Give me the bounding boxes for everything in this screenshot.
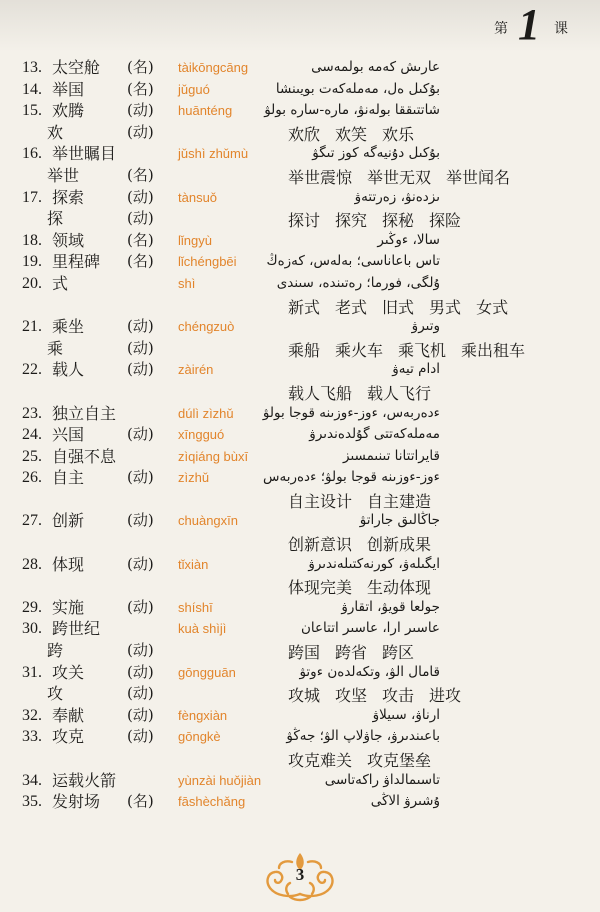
sub-entry-word: 欢 [47, 122, 64, 142]
entry-number: 18. [22, 231, 42, 249]
example-word: 举世闻名 [446, 167, 511, 187]
pinyin: tàikōngcāng [178, 60, 249, 75]
sub-entry [0, 165, 600, 187]
pinyin: lǐchéngbēi [178, 254, 237, 270]
entry-number: 35. [22, 793, 42, 811]
example-line [0, 381, 600, 403]
entry-word: 跨世纪 [52, 619, 101, 639]
vocab-entry [0, 143, 600, 165]
example-word: 攻击 [382, 686, 415, 706]
example-word: 女式 [476, 297, 509, 317]
vocab-entry [0, 316, 600, 338]
example-word: 载人飞行 [367, 383, 432, 403]
example-words [288, 683, 461, 706]
example-word: 自主建造 [367, 491, 432, 511]
vocab-entry [0, 187, 600, 209]
page-number-footer [252, 850, 348, 902]
example-word: 探究 [335, 211, 368, 231]
entry-word: 自强不息 [52, 446, 117, 466]
vocab-entry [0, 662, 600, 684]
entry-number: 14. [22, 80, 42, 98]
entry-number: 26. [22, 469, 42, 487]
vocab-entry [0, 251, 600, 273]
entry-word: 举国 [52, 79, 85, 99]
entry-number: 29. [22, 598, 42, 616]
entry-number: 27. [22, 512, 42, 530]
part-of-speech: (动) [127, 122, 154, 141]
example-word: 探秘 [382, 211, 415, 231]
lesson-header [0, 0, 600, 50]
vocab-entry [0, 791, 600, 813]
entry-word: 里程碑 [52, 252, 101, 272]
pinyin: lǐngyù [178, 232, 212, 248]
entry-word: 攻关 [52, 662, 85, 682]
vocab-entry [0, 770, 600, 792]
part-of-speech: (动) [127, 209, 154, 228]
pinyin: fèngxiàn [178, 707, 228, 723]
pinyin: zàirén [178, 362, 214, 378]
pinyin: yùnzài huǒjiàn [178, 772, 262, 788]
sub-entry-word: 探 [47, 209, 64, 229]
example-words [288, 122, 414, 145]
example-word: 举世震惊 [288, 167, 353, 187]
pinyin: kuà shìjì [178, 621, 227, 637]
example-words [288, 381, 431, 404]
vocab-entry [0, 273, 600, 295]
sub-entry [0, 122, 600, 144]
entry-number: 30. [22, 620, 42, 638]
vocab-entry [0, 705, 600, 727]
entry-number: 21. [22, 318, 42, 336]
translation: سالا، ءوڭىر [377, 231, 440, 248]
vocab-entry [0, 726, 600, 748]
entry-number: 32. [22, 706, 42, 724]
entry-word: 探索 [52, 187, 85, 207]
entry-word: 独立自主 [52, 403, 117, 423]
vocab-entry [0, 230, 600, 252]
entry-number: 34. [22, 771, 42, 789]
example-word: 乘飞机 [398, 340, 447, 360]
example-word: 攻坚 [335, 686, 368, 706]
example-words [288, 165, 510, 188]
translation: ءدەربەس، ءوز-ءوزىنە قوجا بولۋ [262, 404, 440, 421]
part-of-speech: (名) [127, 58, 154, 76]
vocab-entry [0, 510, 600, 532]
part-of-speech: (名) [127, 792, 154, 811]
example-word: 创新意识 [288, 535, 353, 555]
entry-word: 乘坐 [52, 317, 85, 337]
translation: قامال الۋ، وتكەلدەن ءوتۋ [299, 663, 440, 680]
part-of-speech: (动) [127, 187, 154, 206]
example-words [288, 640, 414, 663]
translation: عارىش كەمە بولمەسى [311, 59, 440, 75]
translation: ۇلگى، فورما؛ رەتىندە، سىندى [276, 274, 440, 291]
example-word: 乘船 [288, 340, 321, 360]
entry-number: 19. [22, 253, 42, 271]
example-word: 跨区 [382, 643, 415, 663]
translation: جاڭالىق جاراتۋ [359, 512, 440, 529]
pinyin: tànsuǒ [178, 189, 218, 205]
lesson-number: 1 [518, 0, 540, 49]
entry-word: 实施 [52, 597, 85, 617]
example-line [0, 575, 600, 597]
example-line [0, 295, 600, 317]
example-word: 探讨 [288, 211, 321, 231]
example-word: 欢笑 [335, 124, 368, 144]
entry-word: 体现 [52, 554, 85, 574]
pinyin: zìzhǔ [178, 470, 210, 486]
entry-word: 自主 [52, 468, 85, 488]
entry-number: 16. [22, 145, 42, 163]
example-word: 跨省 [335, 643, 368, 663]
entry-word: 领域 [52, 230, 85, 250]
sub-entry [0, 338, 600, 360]
entry-number: 13. [22, 59, 42, 76]
vocab-entry [0, 79, 600, 101]
entry-number: 20. [22, 274, 42, 292]
entry-word: 兴国 [52, 425, 85, 445]
translation: تاس باعاناسى؛ بەلەس، كەزەڭ [266, 253, 440, 270]
example-word: 乘火车 [335, 340, 384, 360]
entry-word: 太空舱 [52, 58, 101, 77]
example-word: 自主设计 [288, 491, 353, 511]
sub-entry-word: 举世 [47, 165, 80, 185]
sub-entry-word: 跨 [47, 641, 64, 661]
part-of-speech: (动) [127, 641, 154, 660]
page-number: 3 [295, 865, 305, 884]
vocab-entry [0, 618, 600, 640]
pinyin: fāshèchǎng [178, 794, 246, 810]
part-of-speech: (动) [127, 684, 154, 703]
sub-entry [0, 208, 600, 230]
vocab-entry [0, 359, 600, 381]
entry-word: 欢腾 [52, 101, 85, 121]
vocab-entry [0, 100, 600, 122]
sub-entry-word: 攻 [47, 684, 64, 704]
example-word: 探险 [429, 211, 462, 231]
translation: تاسىمالداۋ راكەتاسى [324, 771, 440, 788]
pinyin: dúlì zìzhǔ [178, 405, 234, 421]
lesson-suffix: 课 [554, 21, 568, 37]
entry-word: 式 [52, 273, 69, 293]
vocab-entry [0, 446, 600, 468]
pinyin: jǔguó [178, 81, 210, 97]
example-word: 生动体现 [367, 578, 432, 598]
entry-word: 奉献 [52, 705, 85, 725]
example-words [288, 748, 431, 771]
translation: عاسىر ارا، عاسىر اتتاعان [300, 620, 440, 637]
example-word: 攻克难关 [288, 751, 353, 770]
translation: ءوز-ءوزىنە قوجا بولۋ؛ ءدەربەس [262, 469, 440, 486]
sub-entry-word: 乘 [47, 338, 64, 358]
translation: مەملەكەتتى گۇلدەندىرۋ [309, 426, 440, 443]
part-of-speech: (名) [127, 252, 154, 271]
example-line [0, 532, 600, 554]
entry-number: 33. [22, 728, 42, 746]
translation: ايگىلەۋ، كورنەكتىلەندىرۋ [308, 555, 440, 572]
pinyin: shì [178, 275, 196, 291]
pinyin: gōngkè [178, 729, 221, 745]
example-words [288, 575, 431, 598]
pinyin: huānténg [178, 103, 233, 119]
part-of-speech: (动) [127, 705, 154, 724]
translation: وتىرۋ [411, 318, 440, 335]
example-word: 旧式 [382, 297, 415, 317]
example-word: 乘出租车 [461, 340, 526, 360]
part-of-speech: (动) [127, 360, 154, 379]
entry-number: 24. [22, 426, 42, 444]
entry-word: 攻克 [52, 727, 85, 747]
part-of-speech: (动) [127, 317, 154, 336]
example-line [0, 489, 600, 511]
entry-number: 22. [22, 361, 42, 379]
vocab-entry [0, 467, 600, 489]
example-words [288, 295, 508, 318]
lesson-prefix: 第 [494, 21, 508, 37]
part-of-speech: (动) [127, 597, 154, 616]
example-word: 举世无双 [367, 167, 432, 187]
part-of-speech: (名) [127, 165, 154, 184]
example-word: 载人飞船 [288, 383, 353, 403]
pinyin: tǐxiàn [178, 556, 209, 572]
pinyin: xīngguó [178, 427, 225, 443]
entry-word: 运载火箭 [52, 770, 117, 790]
pinyin: chuàngxīn [178, 513, 238, 529]
example-words [288, 208, 461, 231]
pinyin: jǔshì zhǔmù [178, 146, 249, 162]
translation: ىزدەنۋ، زەرتتەۋ [354, 188, 440, 205]
example-word: 欢乐 [382, 124, 415, 144]
entry-word: 发射场 [52, 792, 101, 812]
example-word: 攻克堡垒 [367, 751, 432, 770]
example-word: 新式 [288, 297, 321, 317]
example-word: 老式 [335, 297, 368, 317]
part-of-speech: (动) [127, 425, 154, 444]
entry-number: 31. [22, 663, 42, 681]
entry-word: 举世瞩目 [52, 144, 117, 164]
example-words [288, 532, 431, 555]
part-of-speech: (动) [127, 662, 154, 681]
translation: قايراتتانا تىنىمسىز [343, 447, 440, 464]
example-line [0, 748, 600, 770]
entry-number: 25. [22, 447, 42, 465]
entry-number: 23. [22, 404, 42, 422]
part-of-speech: (名) [127, 230, 154, 249]
example-words [288, 338, 525, 361]
example-word: 体现完美 [288, 578, 353, 598]
example-word: 攻城 [288, 686, 321, 706]
entry-number: 28. [22, 555, 42, 573]
entry-word: 创新 [52, 511, 85, 531]
vocab-entry [0, 554, 600, 576]
translation: باعىندىرۋ، جاۋلاپ الۋ؛ جەڭۋ [286, 728, 440, 745]
entry-number: 17. [22, 188, 42, 206]
example-word: 男式 [429, 297, 462, 317]
part-of-speech: (动) [127, 101, 154, 120]
pinyin: zìqiáng bùxī [178, 448, 249, 464]
translation: ارناۋ، سىيلاۋ [372, 706, 440, 723]
example-word: 进攻 [429, 686, 462, 706]
example-word: 欢欣 [288, 124, 321, 144]
pinyin: shíshī [178, 599, 213, 615]
example-words [288, 489, 431, 512]
translation: ادام تيەۋ [392, 361, 440, 378]
part-of-speech: (动) [127, 511, 154, 530]
part-of-speech: (动) [127, 554, 154, 573]
vocab-entry [0, 57, 600, 79]
vocabulary-list [0, 57, 600, 813]
vocab-entry [0, 403, 600, 425]
part-of-speech: (名) [127, 79, 154, 98]
translation: جولعا قويۋ، اتقارۋ [341, 598, 440, 615]
entry-number: 15. [22, 102, 42, 120]
part-of-speech: (动) [127, 727, 154, 746]
entry-word: 载人 [52, 360, 85, 380]
sub-entry [0, 640, 600, 662]
translation: شاتتىققا بولەنۋ، مارە-سارە بولۋ [264, 102, 440, 119]
translation: ۇشىرۋ الاڭى [370, 793, 440, 810]
example-word: 跨国 [288, 643, 321, 663]
example-word: 创新成果 [367, 535, 432, 555]
vocab-entry [0, 424, 600, 446]
part-of-speech: (动) [127, 468, 154, 487]
pinyin: chéngzuò [178, 319, 235, 335]
vocab-entry [0, 597, 600, 619]
part-of-speech: (动) [127, 338, 154, 357]
translation: بۇكىل دۇنيەگە كوز تىگۋ [312, 145, 440, 162]
sub-entry [0, 683, 600, 705]
translation: بۇكىل ەل، مەملەكەت بويىنشا [275, 80, 440, 97]
pinyin: gōngguān [178, 664, 236, 680]
